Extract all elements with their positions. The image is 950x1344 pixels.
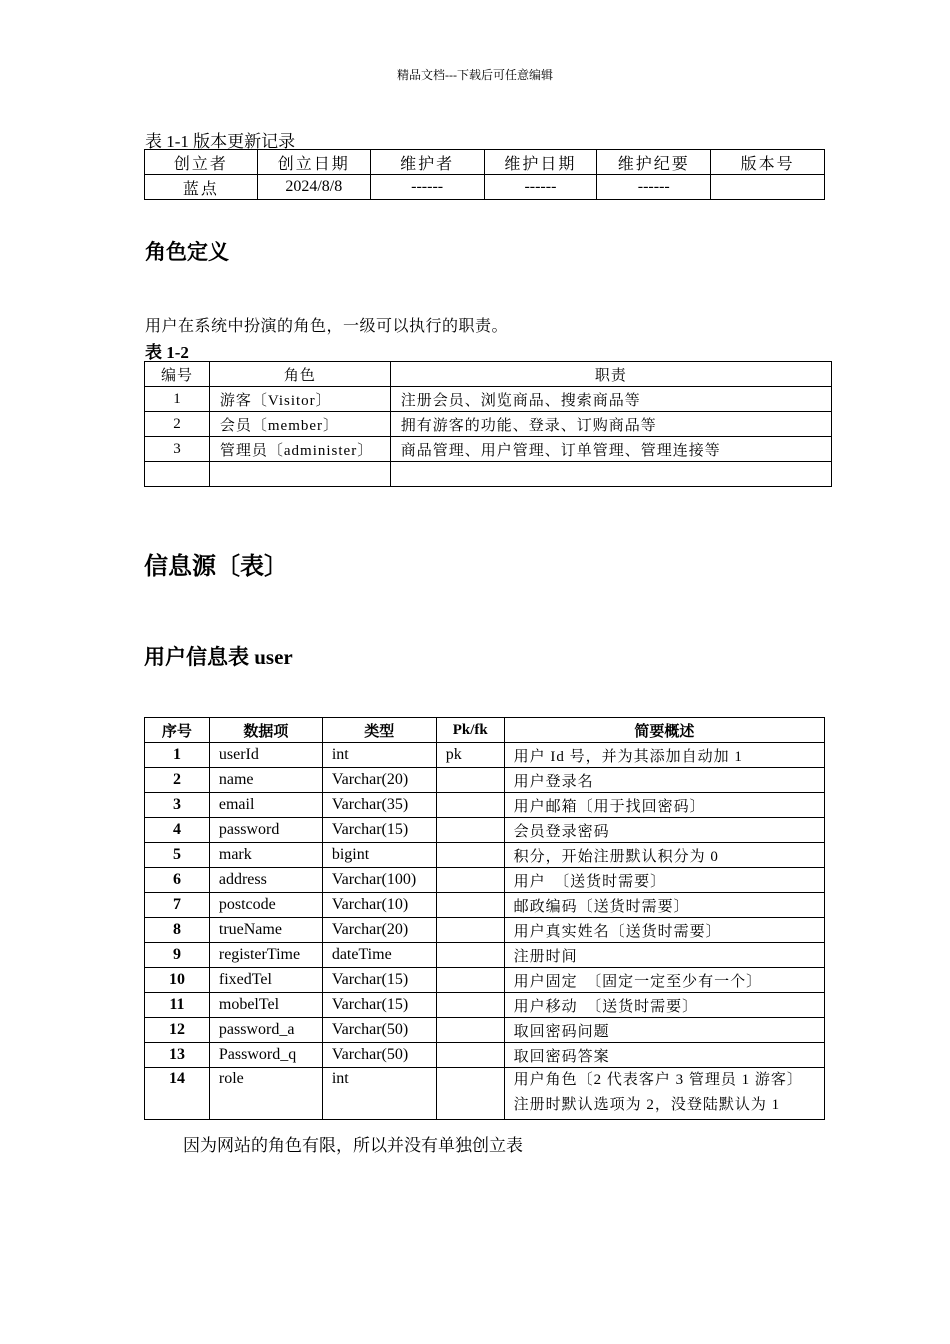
table-cell: 7 <box>145 893 210 918</box>
table-cell: password_a <box>209 1018 322 1043</box>
table-cell: 2 <box>145 768 210 793</box>
table-row <box>145 843 825 868</box>
table-cell: Varchar(100) <box>322 868 436 893</box>
user-table <box>144 717 825 1120</box>
table-cell: postcode <box>209 893 322 918</box>
table-header-cell: 类型 <box>322 718 436 743</box>
table-cell: 取回密码答案 <box>504 1043 824 1068</box>
table-header-cell: 职责 <box>390 362 831 387</box>
table-cell: 11 <box>145 993 210 1018</box>
table-cell: 拥有游客的功能、登录、订购商品等 <box>390 412 831 437</box>
table-header-cell: Pk/fk <box>436 718 504 743</box>
table-cell: 商品管理、用户管理、订单管理、管理连接等 <box>390 437 831 462</box>
table-cell: trueName <box>209 918 322 943</box>
desc-line: 注册时默认选项为 2，没登陆默认为 1 <box>513 1097 781 1113</box>
section-title-user: 用户信息表 user <box>144 645 293 669</box>
table-row <box>145 387 832 412</box>
table-cell: address <box>209 868 322 893</box>
table-header-cell: 创立者 <box>145 150 258 175</box>
table-cell: Varchar(15) <box>322 968 436 993</box>
roles-table <box>144 361 832 487</box>
table-cell: 9 <box>145 943 210 968</box>
table-cell: 用户移动 〔送货时需要〕 <box>504 993 824 1018</box>
table-header-cell: 数据项 <box>209 718 322 743</box>
table-cell: Varchar(50) <box>322 1018 436 1043</box>
table-cell: ------ <box>597 175 711 200</box>
table-header-cell: 创立日期 <box>257 150 370 175</box>
table-cell: Varchar(20) <box>322 918 436 943</box>
table1-caption: 表 1-1 版本更新记录 <box>145 132 296 151</box>
table-cell: 游客〔Visitor〕 <box>209 387 390 412</box>
table-cell: 1 <box>145 743 210 768</box>
table-cell: 3 <box>145 437 210 462</box>
table-row <box>145 1018 825 1043</box>
table-row <box>145 437 832 462</box>
table-row <box>145 462 832 487</box>
table-row <box>145 868 825 893</box>
table-cell: 用户真实姓名〔送货时需要〕 <box>504 918 824 943</box>
table-cell: 邮政编码〔送货时需要〕 <box>504 893 824 918</box>
table-cell: 1 <box>145 387 210 412</box>
table-row <box>145 1043 825 1068</box>
table-cell: ------ <box>484 175 597 200</box>
section-title-info: 信息源〔表〕 <box>144 554 288 580</box>
table-cell: registerTime <box>209 943 322 968</box>
table-row <box>145 1068 825 1120</box>
version-table <box>144 149 825 200</box>
table-row <box>145 918 825 943</box>
table-cell <box>436 793 504 818</box>
table-header-cell: 序号 <box>145 718 210 743</box>
table-cell <box>436 943 504 968</box>
footnote: 因为网站的角色有限，所以并没有单独创立表 <box>183 1136 523 1155</box>
table-header-cell: 维护纪要 <box>597 150 711 175</box>
table-cell: pk <box>436 743 504 768</box>
table-row <box>145 743 825 768</box>
table-cell: 14 <box>145 1068 210 1120</box>
table-cell <box>436 1068 504 1120</box>
table-header-cell: 维护者 <box>370 150 484 175</box>
table-cell: 6 <box>145 868 210 893</box>
table-header-cell: 角色 <box>209 362 390 387</box>
table-header-cell: 编号 <box>145 362 210 387</box>
table-cell: 10 <box>145 968 210 993</box>
table-header-row <box>145 718 825 743</box>
table-cell: Password_q <box>209 1043 322 1068</box>
table-row <box>145 793 825 818</box>
table-cell: fixedTel <box>209 968 322 993</box>
table-cell: 用户邮箱〔用于找回密码〕 <box>504 793 824 818</box>
table-cell: Varchar(50) <box>322 1043 436 1068</box>
table-cell: int <box>322 743 436 768</box>
table-cell: bigint <box>322 843 436 868</box>
table-cell <box>436 868 504 893</box>
table-cell <box>390 462 831 487</box>
table-cell <box>436 1018 504 1043</box>
table2-caption: 表 1-2 <box>145 343 189 362</box>
table-cell <box>504 1068 824 1120</box>
table-cell <box>436 768 504 793</box>
table-cell: 3 <box>145 793 210 818</box>
table-row <box>145 175 825 200</box>
desc-line: 用户角色〔2 代表客户 3 管理员 1 游客〕 <box>513 1072 803 1088</box>
table-cell: password <box>209 818 322 843</box>
table-cell: Varchar(10) <box>322 893 436 918</box>
table-cell: 8 <box>145 918 210 943</box>
table-row <box>145 412 832 437</box>
table-cell: 注册会员、浏览商品、搜索商品等 <box>390 387 831 412</box>
table-cell: 4 <box>145 818 210 843</box>
table-row <box>145 768 825 793</box>
table-cell: int <box>322 1068 436 1120</box>
table-cell: Varchar(15) <box>322 993 436 1018</box>
section-title-roles: 角色定义 <box>145 240 229 264</box>
table-cell: ------ <box>370 175 484 200</box>
table-header-row <box>145 150 825 175</box>
table-header-cell: 简要概述 <box>504 718 824 743</box>
table-row <box>145 818 825 843</box>
table-header-cell: 版本号 <box>711 150 825 175</box>
table-cell: mark <box>209 843 322 868</box>
table-cell <box>436 843 504 868</box>
table-cell: 13 <box>145 1043 210 1068</box>
table-cell <box>145 462 210 487</box>
table-cell: 用户固定 〔固定一定至少有一个〕 <box>504 968 824 993</box>
table-row <box>145 943 825 968</box>
table-cell: 12 <box>145 1018 210 1043</box>
table-cell: role <box>209 1068 322 1120</box>
table-row <box>145 893 825 918</box>
table-cell <box>436 818 504 843</box>
page-header: 精品文档---下载后可任意编辑 <box>397 68 553 82</box>
table-cell <box>436 993 504 1018</box>
table-cell: 管理员〔administer〕 <box>209 437 390 462</box>
table-cell: 会员〔member〕 <box>209 412 390 437</box>
table-cell <box>436 968 504 993</box>
table-cell: 蓝点 <box>145 175 258 200</box>
table-cell <box>436 893 504 918</box>
table-cell: 2 <box>145 412 210 437</box>
table-cell: mobelTel <box>209 993 322 1018</box>
table-cell <box>209 462 390 487</box>
table-cell: 5 <box>145 843 210 868</box>
table-cell: Varchar(15) <box>322 818 436 843</box>
table-cell: name <box>209 768 322 793</box>
table-header-row <box>145 362 832 387</box>
table-cell <box>711 175 825 200</box>
table-cell <box>436 918 504 943</box>
table-cell <box>436 1043 504 1068</box>
table-cell: dateTime <box>322 943 436 968</box>
table-cell: 2024/8/8 <box>257 175 370 200</box>
table-cell: 会员登录密码 <box>504 818 824 843</box>
table-cell: Varchar(35) <box>322 793 436 818</box>
table-cell: 用户 Id 号，并为其添加自动加 1 <box>504 743 824 768</box>
table-row <box>145 993 825 1018</box>
table-header-cell: 维护日期 <box>484 150 597 175</box>
table-cell: 取回密码问题 <box>504 1018 824 1043</box>
table-cell: userId <box>209 743 322 768</box>
table-cell: 积分，开始注册默认积分为 0 <box>504 843 824 868</box>
table-cell: email <box>209 793 322 818</box>
roles-paragraph: 用户在系统中扮演的角色，一级可以执行的职责。 <box>145 318 509 335</box>
table-cell: Varchar(20) <box>322 768 436 793</box>
table-cell: 注册时间 <box>504 943 824 968</box>
table-cell: 用户 〔送货时需要〕 <box>504 868 824 893</box>
table-cell: 用户登录名 <box>504 768 824 793</box>
table-row <box>145 968 825 993</box>
